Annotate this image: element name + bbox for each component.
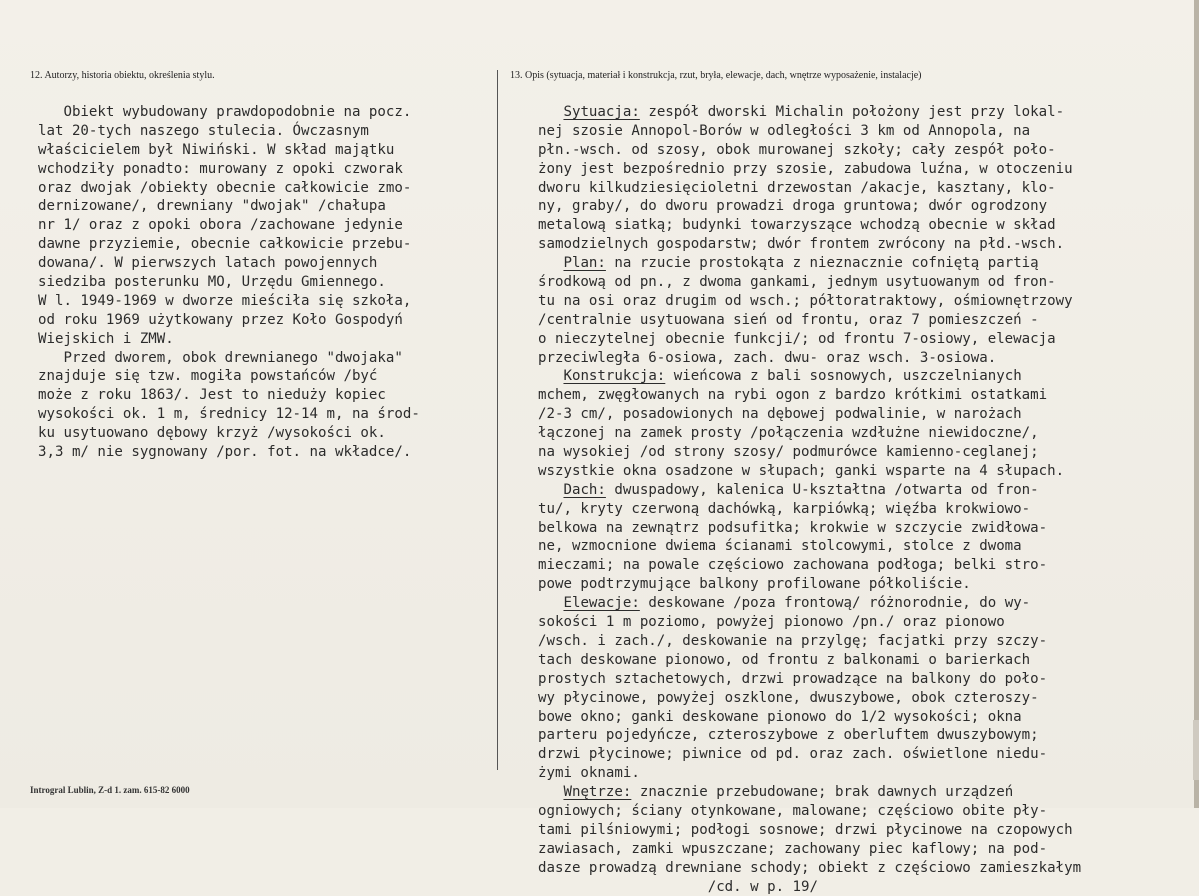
description-line xyxy=(538,840,1081,859)
section-label: Konstrukcja: xyxy=(563,368,666,385)
line-text: mchem, zwęgłowanych na rybi ogon z bardzo krótkimi ostatkami xyxy=(538,387,1048,404)
description-line xyxy=(538,254,1081,273)
line-text: prostych sztachetowych, drzwi prowadzące na balkony do poło- xyxy=(538,670,1048,687)
line-text: żony jest bezpośrednio przy szosie, zabudowa luźna, w otoczeniu xyxy=(538,160,1073,177)
description-line xyxy=(538,556,1081,575)
description-line xyxy=(538,216,1081,235)
line-text: /cd. w p. 19/ xyxy=(538,878,819,895)
line-text: /wsch. i zach./, deskowanie na przylgę; facjatki przy szczy- xyxy=(538,632,1048,649)
line-text: dasze prowadzą drewniane schody; obiekt z częściowo zamieszkałym xyxy=(538,859,1082,876)
section-12-header: 12. Autorzy, historia obiektu, określenia stylu. xyxy=(30,70,215,81)
line-text: dwuspadowy, kalenica U-kształtna /otwarta od fron- xyxy=(605,481,1039,498)
line-text: płn.-wsch. od szosy, obok murowanej szkoły; cały zespół poło- xyxy=(538,141,1056,158)
line-text: tach deskowane pionowo, od frontu z balkonami o barierkach xyxy=(538,651,1031,668)
line-text: wieńcowa z bali sosnowych, uszczelnianych xyxy=(665,368,1022,385)
history-line: od roku 1969 użytkowany przez Koło Gospodyń xyxy=(38,311,403,328)
line-text: samodzielnych gospodarstw; dwór frontem zwrócony na płd.-wsch. xyxy=(538,236,1065,253)
description-line xyxy=(538,500,1081,519)
description-line xyxy=(538,783,1081,802)
section-label: Wnętrze: xyxy=(563,784,632,801)
line-text: tu/, kryty czerwoną dachówką, karpiówką; więźba krokwiowo- xyxy=(538,500,1031,517)
description-line xyxy=(538,122,1081,141)
description-line xyxy=(538,859,1081,878)
description-line xyxy=(538,311,1081,330)
line-text: ne, wzmocnione dwiema ścianami stolcowymi, stolce z dwoma xyxy=(538,538,1022,555)
history-line: 3,3 m/ nie sygnowany /por. fot. na wkładce/. xyxy=(38,444,412,461)
history-text xyxy=(38,103,420,462)
description-line xyxy=(538,726,1081,745)
history-line: dernizowane/, drewniany "dwojak" /chałupa xyxy=(38,198,386,215)
history-line: nr 1/ oraz z opoki obora /zachowane jedynie xyxy=(38,217,403,234)
description-line xyxy=(538,821,1081,840)
section-13-header: 13. Opis (sytuacja, materiał i konstrukcja, rzut, bryła, elewacje, dach, wnętrze wyposażenie, instalacje) xyxy=(510,70,922,81)
section-label: Dach: xyxy=(563,481,606,498)
description-line xyxy=(538,613,1081,632)
description-line xyxy=(538,386,1081,405)
line-text: żymi oknami. xyxy=(538,765,640,782)
description-line xyxy=(538,632,1081,651)
line-text: zespół dworski Michalin położony jest przy lokal- xyxy=(639,104,1065,120)
line-text: znacznie przebudowane; brak dawnych urządzeń xyxy=(631,784,1014,801)
history-line: wysokości ok. 1 m, średnicy 12-14 m, na środ- xyxy=(38,406,420,423)
description-line xyxy=(538,670,1081,689)
description-line xyxy=(538,405,1081,424)
line-text: mieczami; na powale częściowo zachowana podłoga; belki stro- xyxy=(538,557,1048,574)
description-line xyxy=(538,160,1081,179)
line-text: /centralnie usytuowana sień od frontu, oraz 7 pomieszczeń - xyxy=(538,311,1039,328)
line-text: belkowa na zewnątrz podsufitka; krokwie w szczycie zwidłowa- xyxy=(538,519,1048,536)
description-line xyxy=(538,764,1081,783)
line-text: sokości 1 m poziomo, powyżej pionowo /pn./ oraz pionowo xyxy=(538,614,1005,631)
line-text: wszystkie okna osadzone w słupach; ganki wsparte na 4 słupach. xyxy=(538,462,1065,479)
history-line: Wiejskich i ZMW. xyxy=(38,330,174,347)
line-text: nej szosie Annopol-Borów w odległości 3 km od Annopola, na xyxy=(538,122,1031,139)
line-text: środkową od pn., z dwoma gankami, jednym usytuowanym od fron- xyxy=(538,274,1056,291)
description-line xyxy=(538,537,1081,556)
line-text: wy płycinowe, powyżej oszklone, dwuszybowe, obok czteroszy- xyxy=(538,689,1039,706)
history-line: W l. 1949-1969 w dworze mieściła się szkoła, xyxy=(38,292,412,309)
line-text: deskowane /poza frontową/ różnorodnie, do wy- xyxy=(639,595,1031,612)
section-label: Plan: xyxy=(563,255,606,272)
description-line xyxy=(538,179,1081,198)
line-text: na wysokiej /od strony szosy/ podmurówce kamienno-ceglanej; xyxy=(538,444,1039,461)
description-line xyxy=(538,462,1081,481)
description-line xyxy=(538,197,1081,216)
description-line xyxy=(538,594,1081,613)
history-line: Przed dworem, obok drewnianego "dwojaka" xyxy=(38,349,403,366)
description-line xyxy=(538,575,1081,594)
line-text: powe podtrzymujące balkony profilowane półkoliście. xyxy=(538,576,971,593)
description-line xyxy=(538,519,1081,538)
history-line: wchodziły ponadto: murowany z opoki czworak xyxy=(38,160,403,177)
history-line: Obiekt wybudowany prawdopodobnie na pocz. xyxy=(38,104,412,120)
line-text: o nieczytelnej obecnie funkcji/; od frontu 7-osiowy, elewacja xyxy=(538,330,1056,347)
description-line xyxy=(538,802,1081,821)
line-text: drzwi płycinowe; piwnice od pd. oraz zach. oświetlone niedu- xyxy=(538,746,1048,763)
description-line xyxy=(538,103,1081,122)
description-line xyxy=(538,708,1081,727)
description-line xyxy=(538,689,1081,708)
description-line xyxy=(538,330,1081,349)
history-line: ku usytuowano dębowy krzyż /wysokości ok. xyxy=(38,425,386,442)
description-line xyxy=(538,443,1081,462)
description-line xyxy=(538,273,1081,292)
line-text: łączonej na zamek prosty /połączenia wzdłużne niewidoczne/, xyxy=(538,425,1039,442)
line-text: ogniowych; ściany otynkowane, malowane; częściowo obite pły- xyxy=(538,802,1048,819)
description-line xyxy=(538,651,1081,670)
history-line: dowana/. W pierwszych latach powojennych xyxy=(38,255,378,272)
section-label: Elewacje: xyxy=(563,595,640,612)
history-line: lat 20-tych naszego stulecia. Ówczasnym xyxy=(38,122,369,139)
description-line xyxy=(538,235,1081,254)
history-line: właścicielem był Niwiński. W skład majątku xyxy=(38,141,395,158)
description-line xyxy=(538,292,1081,311)
description-line xyxy=(538,349,1081,368)
description-line xyxy=(538,878,1081,896)
history-line: może z roku 1863/. Jest to nieduży kopiec xyxy=(38,387,386,404)
description-line xyxy=(538,367,1081,386)
description-line xyxy=(538,424,1081,443)
line-text: bowe okno; ganki deskowane pionowo do 1/2 wysokości; okna xyxy=(538,708,1022,725)
printer-imprint: Introgral Lublin, Z-d 1. zam. 615-82 6000 xyxy=(30,785,190,795)
line-text: przeciwległa 6-osiowa, zach. dwu- oraz wsch. 3-osiowa. xyxy=(538,349,997,366)
history-line: siedziba posterunku MO, Urzędu Gmiennego. xyxy=(38,274,386,291)
section-label: Sytuacja: xyxy=(563,104,640,120)
line-text: tu na osi oraz drugim od wsch.; półtoratraktowy, ośmiownętrzowy xyxy=(538,292,1073,309)
history-line: znajduje się tzw. mogiła powstańców /być xyxy=(38,368,378,385)
line-text: /2-3 cm/, posadowionych na dębowej podwalinie, w narożach xyxy=(538,406,1022,423)
history-line: dawne przyziemie, obecnie całkowicie przebu- xyxy=(38,236,412,253)
line-text: parteru pojedyńcze, czteroszybowe z oberluftem dwuszybowym; xyxy=(538,727,1039,744)
line-text: na rzucie prostokąta z nieznacznie cofniętą partią xyxy=(605,255,1039,272)
card-edge xyxy=(1194,0,1199,808)
line-text: zawiasach, zamki wpuszczane; zachowany piec kaflowy; na pod- xyxy=(538,840,1048,857)
description-line xyxy=(538,141,1081,160)
scan-mark xyxy=(1193,720,1199,780)
description-text xyxy=(538,103,1081,896)
line-text: tami pilśniowymi; podłogi sosnowe; drzwi płycinowe na czopowych xyxy=(538,821,1073,838)
history-line: oraz dwojak /obiekty obecnie całkowicie zmo- xyxy=(38,179,412,196)
line-text: metalową siatką; budynki towarzyszące wchodzą obecnie w skład xyxy=(538,217,1056,234)
line-text: ny, graby/, do dworu prowadzi droga gruntowa; dwór ogrodzony xyxy=(538,198,1048,215)
description-line xyxy=(538,745,1081,764)
description-line xyxy=(538,481,1081,500)
column-divider xyxy=(497,70,498,770)
line-text: dworu kilkudziesięcioletni drzewostan /akacje, kasztany, klo- xyxy=(538,179,1056,196)
